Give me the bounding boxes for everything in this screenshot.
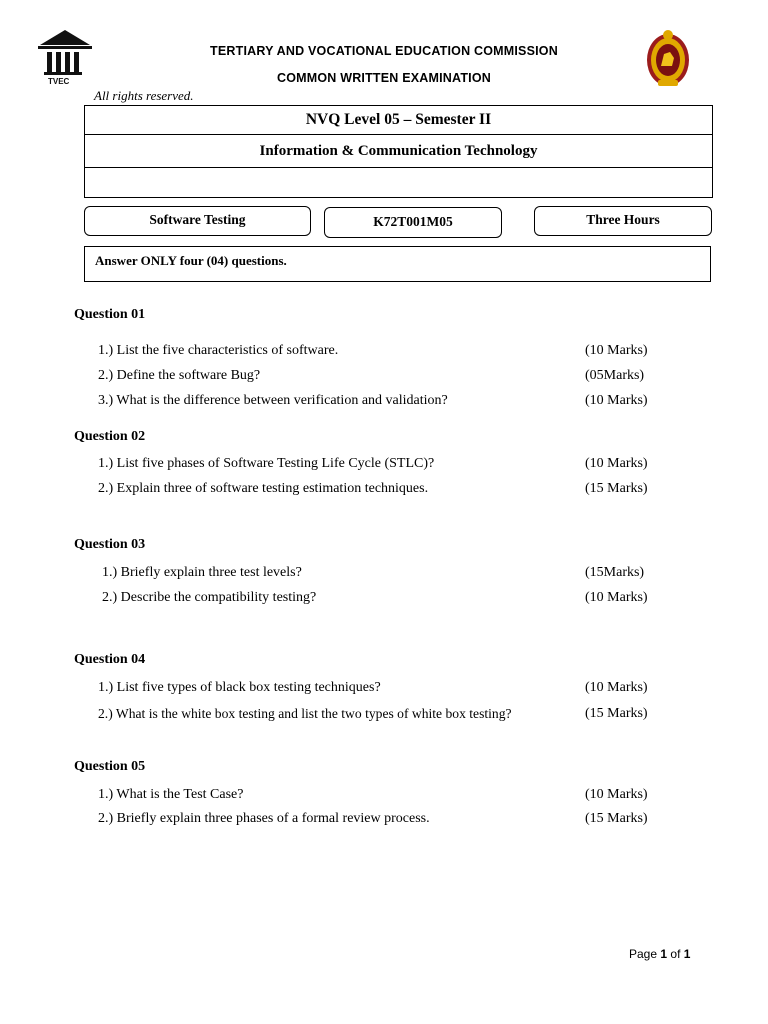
exam-title-box (84, 105, 713, 198)
question-item (98, 680, 381, 696)
page-of-label: of (670, 947, 681, 961)
item-number: 1.) (98, 787, 114, 802)
item-number: 2.) (98, 481, 114, 496)
item-text: What is the Test Case? (116, 787, 244, 802)
item-text: List five types of black box testing techniques? (116, 680, 381, 695)
exam-level: NVQ Level 05 – Semester II (85, 106, 712, 135)
item-text: List the five characteristics of software. (116, 343, 339, 358)
item-number: 1.) (102, 565, 118, 580)
item-text: What is the difference between verification and validation? (116, 393, 448, 408)
page-current: 1 (660, 947, 668, 961)
item-text: List five phases of Software Testing Life Cycle (STLC)? (116, 456, 435, 471)
item-number: 2.) (98, 706, 113, 721)
item-number: 3.) (98, 393, 114, 408)
item-text: Briefly explain three phases of a formal review process. (116, 811, 430, 826)
organization-name: TERTIARY AND VOCATIONAL EDUCATION COMMISSION (210, 44, 558, 58)
item-marks: (10 Marks) (585, 787, 648, 802)
item-marks: (15 Marks) (585, 481, 648, 496)
tvec-logo-text: TVEC (48, 77, 70, 86)
item-number: 1.) (98, 456, 114, 471)
question-item (102, 565, 302, 581)
question-item (98, 343, 338, 359)
question-01-title: Question 01 (74, 307, 146, 322)
question-item (98, 393, 448, 409)
question-item (98, 811, 430, 827)
page-total: 1 (683, 947, 691, 961)
item-marks: (10 Marks) (585, 456, 648, 471)
item-number: 1.) (98, 680, 114, 695)
item-marks: (15Marks) (585, 565, 645, 580)
item-number: 1.) (98, 343, 114, 358)
question-item (98, 706, 512, 722)
question-item (98, 787, 243, 803)
module-name-box: Software Testing (84, 206, 311, 236)
question-03-title: Question 03 (74, 537, 146, 552)
item-marks: (10 Marks) (585, 393, 648, 408)
item-marks: (05Marks) (585, 368, 645, 383)
item-number: 2.) (98, 811, 114, 826)
question-04-title: Question 04 (74, 652, 146, 667)
item-marks: (10 Marks) (585, 680, 648, 695)
question-02-title: Question 02 (74, 429, 146, 444)
question-item (98, 368, 260, 384)
page-number (629, 947, 690, 961)
instruction-text: Answer ONLY four (04) questions. (95, 253, 287, 268)
question-05-title: Question 05 (74, 759, 146, 774)
item-text: Explain three of software testing estimation techniques. (116, 481, 429, 496)
item-marks: (10 Marks) (585, 590, 648, 605)
title-blank-row (85, 168, 712, 197)
item-number: 2.) (102, 590, 118, 605)
duration-box: Three Hours (534, 206, 712, 236)
item-text: Describe the compatibility testing? (120, 590, 317, 605)
page-label: Page (629, 947, 658, 961)
exam-type: COMMON WRITTEN EXAMINATION (277, 71, 491, 85)
question-item (98, 456, 434, 472)
module-code-box: K72T001M05 (324, 207, 502, 238)
item-marks: (15 Marks) (585, 811, 648, 826)
item-marks: (15 Marks) (585, 706, 648, 721)
program-name: Information & Communication Technology (85, 135, 712, 168)
question-item (98, 481, 428, 497)
question-item (102, 590, 316, 606)
rights-notice: All rights reserved. (94, 88, 194, 103)
item-number: 2.) (98, 368, 114, 383)
item-text: Briefly explain three test levels? (120, 565, 302, 580)
item-marks: (10 Marks) (585, 343, 648, 358)
instruction-box (84, 246, 711, 282)
item-text: Define the software Bug? (116, 368, 261, 383)
item-text: What is the white box testing and list the two types of white box testing? (115, 706, 512, 721)
